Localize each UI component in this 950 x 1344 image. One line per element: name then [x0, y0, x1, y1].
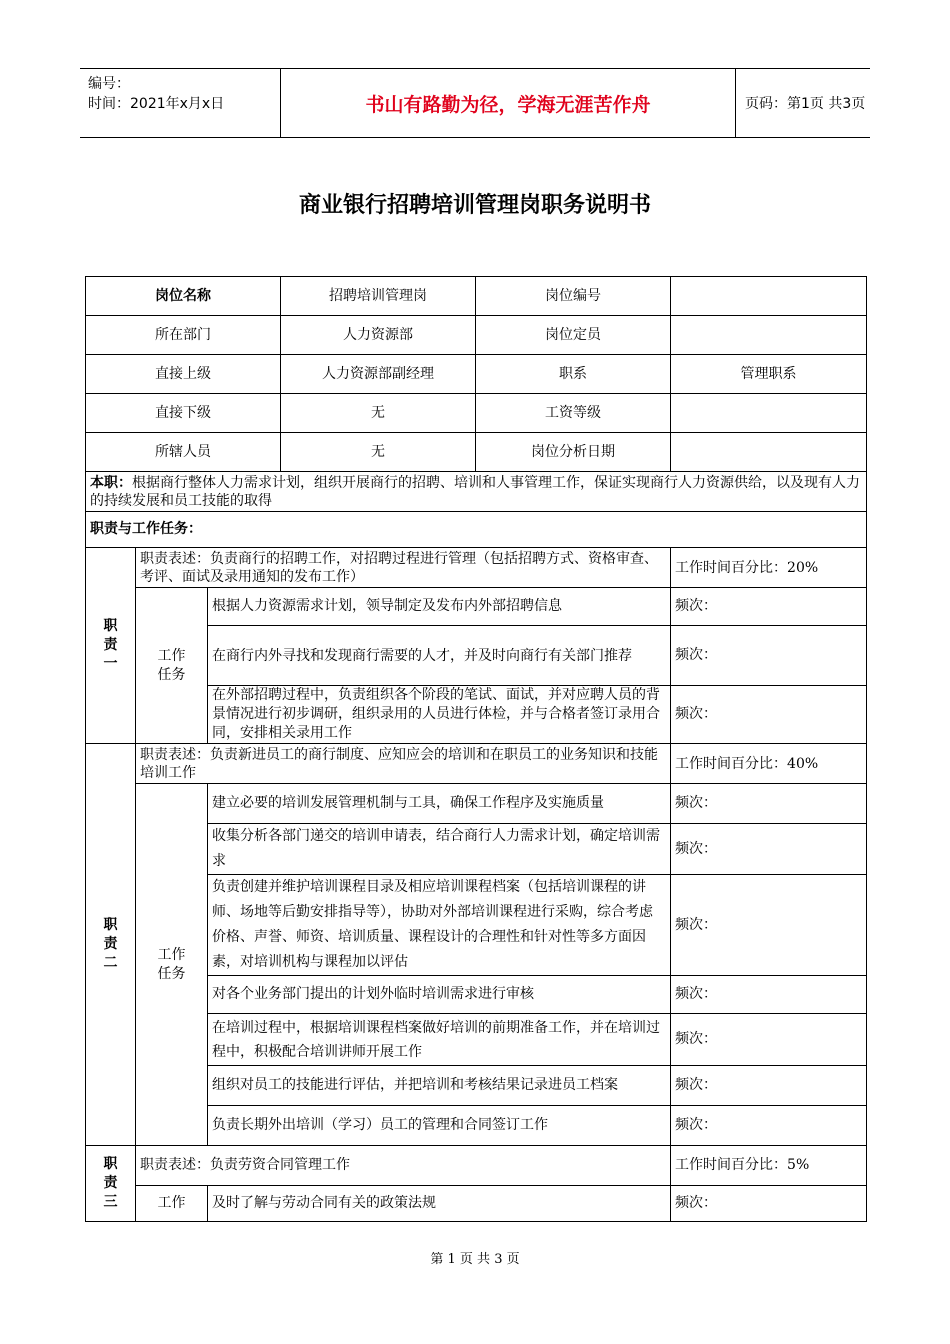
- task-text: 建立必要的培训发展管理机制与工具，确保工作程序及实施质量: [208, 784, 671, 824]
- field-value: 招聘培训管理岗: [281, 277, 476, 316]
- duty1-time: 工作时间百分比：20%: [671, 548, 867, 588]
- field-label: 所辖人员: [86, 433, 281, 472]
- duty3-label-char: 三: [103, 1194, 118, 1210]
- duty1-label: [86, 548, 136, 744]
- task-row: [86, 588, 867, 626]
- basic-row: [86, 277, 867, 316]
- slogan: 书山有路勤为径，学海无涯苦作舟: [280, 69, 736, 137]
- task-label-line: 任务: [157, 965, 186, 982]
- field-value: [671, 316, 867, 355]
- duty3-time: 工作时间百分比：5%: [671, 1146, 867, 1186]
- page-footer: 第 1 页 共 3 页: [430, 1252, 520, 1267]
- benzhi-cell: [86, 472, 867, 512]
- task-text: 及时了解与劳动合同有关的政策法规: [208, 1186, 671, 1222]
- frequency: 频次：: [671, 784, 867, 824]
- benzhi-label: 本职：: [90, 474, 132, 491]
- field-label: 直接上级: [86, 355, 281, 394]
- field-label: 岗位分析日期: [476, 433, 671, 472]
- duty2-label-char: 职: [103, 917, 118, 933]
- frequency: 频次：: [671, 1066, 867, 1106]
- frequency: 频次：: [671, 1106, 867, 1146]
- field-value: 人力资源部: [281, 316, 476, 355]
- task-text: 在培训过程中，根据培训课程档案做好培训的前期准备工作，并在培训过程中，积极配合培训讲师开展工作: [208, 1014, 671, 1066]
- task-text: 根据人力资源需求计划，领导制定及发布内外部招聘信息: [208, 588, 671, 626]
- field-label: 所在部门: [86, 316, 281, 355]
- frequency: 频次：: [671, 824, 867, 875]
- duty1-label-char: 一: [103, 656, 118, 672]
- frequency: 频次：: [671, 588, 867, 626]
- frequency: 频次：: [671, 1186, 867, 1222]
- task-text: 在商行内外寻找和发现商行需要的人才，并及时向商行有关部门推荐: [208, 626, 671, 686]
- field-value: [671, 277, 867, 316]
- task-label-line: 工作: [157, 946, 186, 963]
- duty2-label: [86, 744, 136, 1146]
- duty2-task-label: [136, 784, 208, 1146]
- basic-row: [86, 433, 867, 472]
- benzhi-row: [86, 472, 867, 512]
- task-row: [86, 784, 867, 824]
- duty3-desc: 职责表述：负责劳资合同管理工作: [136, 1146, 671, 1186]
- frequency: 频次：: [671, 686, 867, 744]
- task-label-line: 工作: [157, 647, 186, 664]
- basic-row: [86, 355, 867, 394]
- field-value: 人力资源部副经理: [281, 355, 476, 394]
- field-value: 无: [281, 394, 476, 433]
- field-label: 工资等级: [476, 394, 671, 433]
- task-row: [86, 1186, 867, 1222]
- task-text: 组织对员工的技能进行评估，并把培训和考核结果记录进员工档案: [208, 1066, 671, 1106]
- frequency: 频次：: [671, 626, 867, 686]
- field-value: [671, 394, 867, 433]
- task-text: 对各个业务部门提出的计划外临时培训需求进行审核: [208, 976, 671, 1014]
- basic-row: [86, 394, 867, 433]
- duty3-task-label: 工作: [136, 1186, 208, 1222]
- benzhi-text: 根据商行整体人力需求计划，组织开展商行的招聘、培训和人事管理工作，保证实现商行人力资源供给，以及现有人力的持续发展和员工技能的取得: [90, 474, 860, 509]
- frequency: 频次：: [671, 1014, 867, 1066]
- field-value: 管理职系: [671, 355, 867, 394]
- document-title: 商业银行招聘培训管理岗职务说明书: [298, 193, 651, 218]
- field-label: 岗位编号: [476, 277, 671, 316]
- duty1-task-label: [136, 588, 208, 744]
- duty3-desc-row: [86, 1146, 867, 1186]
- duty2-label-char: 二: [103, 955, 118, 971]
- task-text: 在外部招聘过程中，负责组织各个阶段的笔试、面试，并对应聘人员的背景情况进行初步调研，组织录用的人员进行体检，并与合格者签订录用合同，安排相关录用工作: [208, 686, 671, 744]
- duty3-label: [86, 1146, 136, 1222]
- number-label: 编号：: [88, 76, 130, 92]
- task-label-line: 任务: [157, 666, 186, 683]
- duty3-label-char: 责: [103, 1175, 118, 1191]
- duty2-desc: 职责表述：负责新进员工的商行制度、应知应会的培训和在职员工的业务知识和技能培训工作: [136, 744, 671, 784]
- task-text: 负责创建并维护培训课程目录及相应培训课程档案（包括培训课程的讲师、场地等后勤安排指导等），协助对外部培训课程进行采购，综合考虑价格、声誉、师资、培训质量、课程设计的合理性和针对性等多方面因素，对培训机构与课程加以评估: [208, 875, 671, 976]
- duties-heading-row: [86, 512, 867, 548]
- duty1-label-char: 责: [103, 637, 118, 653]
- page-header: [80, 68, 870, 138]
- frequency: 频次：: [671, 875, 867, 976]
- duties-heading: 职责与工作任务：: [86, 512, 867, 548]
- frequency: 频次：: [671, 976, 867, 1014]
- task-text: 负责长期外出培训（学习）员工的管理和合同签订工作: [208, 1106, 671, 1146]
- page-code: 页码：第1页 共3页: [745, 96, 866, 112]
- field-label: 职系: [476, 355, 671, 394]
- field-value: [671, 433, 867, 472]
- duty3-label-char: 职: [103, 1156, 118, 1172]
- duty2-time: 工作时间百分比：40%: [671, 744, 867, 784]
- duty2-desc-row: [86, 744, 867, 784]
- duty1-desc: 职责表述：负责商行的招聘工作，对招聘过程进行管理（包括招聘方式、资格审查、考评、面试及录用通知的发布工作）: [136, 548, 671, 588]
- field-label: 岗位定员: [476, 316, 671, 355]
- job-description-table: [85, 276, 867, 1222]
- duty1-label-char: 职: [103, 618, 118, 634]
- task-text: 收集分析各部门递交的培训申请表，结合商行人力需求计划，确定培训需求: [208, 824, 671, 875]
- date-line: 时间：2021年x月x日: [88, 96, 225, 112]
- field-label: 直接下级: [86, 394, 281, 433]
- duty1-desc-row: [86, 548, 867, 588]
- duty2-label-char: 责: [103, 936, 118, 952]
- field-value: 无: [281, 433, 476, 472]
- field-label: 岗位名称: [86, 277, 281, 316]
- basic-row: [86, 316, 867, 355]
- header-meta: [80, 69, 280, 137]
